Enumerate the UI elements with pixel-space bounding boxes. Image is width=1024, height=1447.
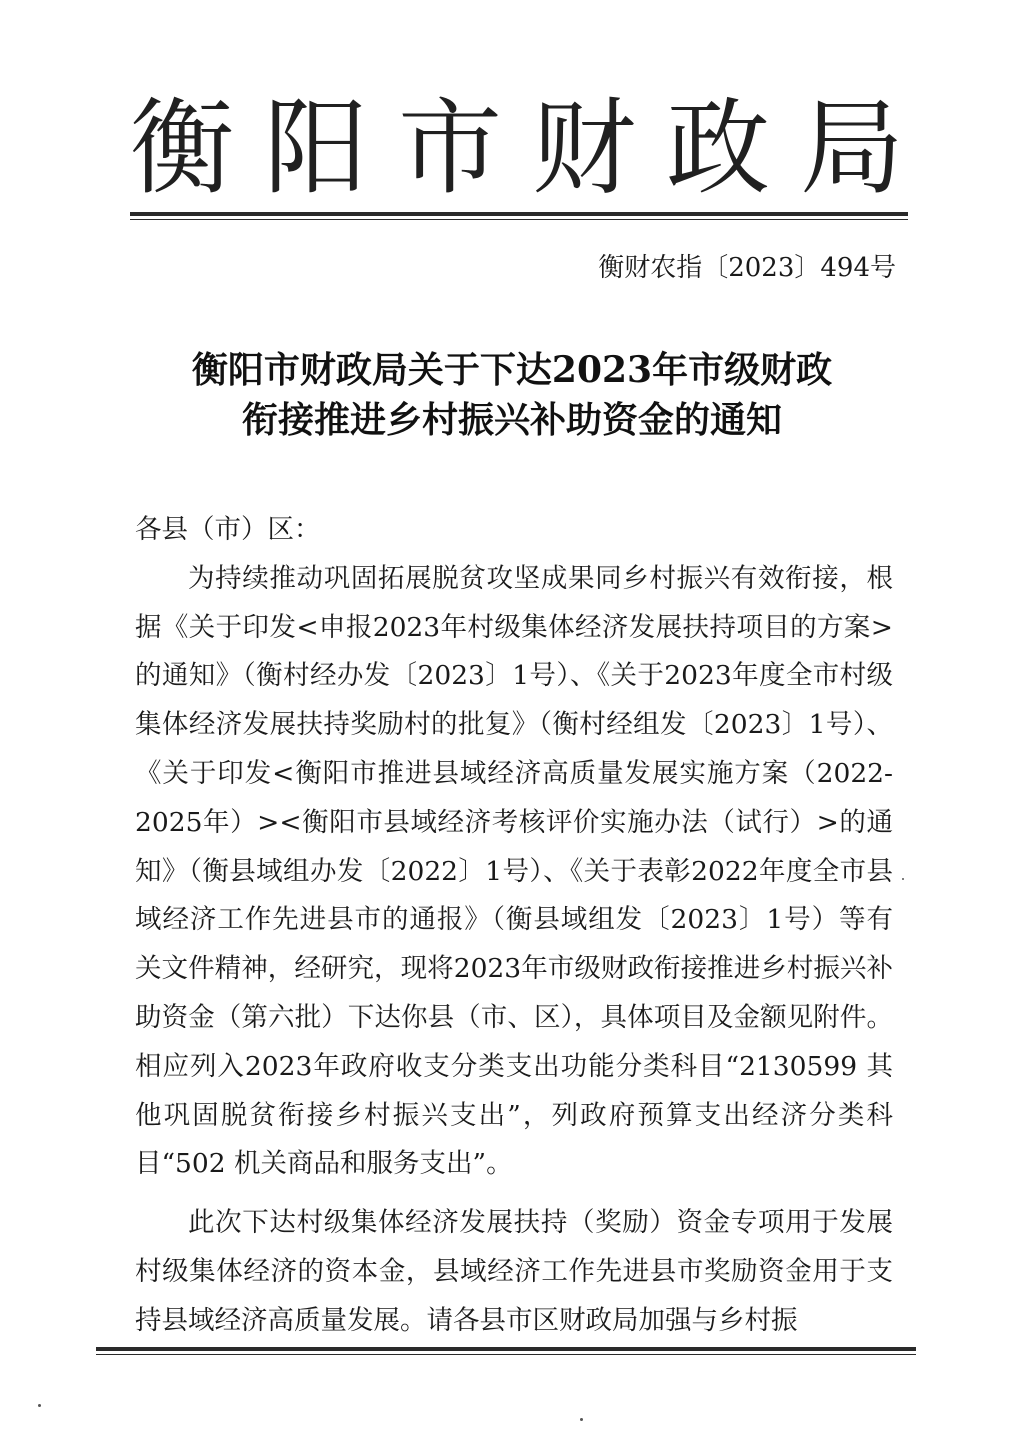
title-line-1: 衡阳市财政局关于下达2023年市级财政 [191, 349, 833, 391]
scan-speck [580, 1418, 583, 1421]
letterhead-title: 衡阳市财政局 [130, 87, 935, 209]
salutation: 各县（市）区： [135, 514, 321, 545]
scan-speck [38, 1404, 41, 1407]
rule-thick-line [96, 1347, 916, 1351]
document-number: 衡财农指〔2023〕494号 [598, 253, 896, 283]
document-title [120, 345, 904, 445]
rule-thin-line [130, 219, 908, 220]
rule-thick-line [130, 212, 908, 216]
body-paragraph-2: 此次下达村级集体经济发展扶持（奖励）资金专项用于发展村级集体经济的资本金，县域经济工作先进县市奖励资金用于支持县域经济高质量发展。请各县市区财政局加强与乡村振 [135, 1207, 893, 1336]
title-line-2: 衔接推进乡村振兴补助资金的通知 [241, 399, 782, 441]
rule-thin-line [96, 1354, 916, 1355]
body-paragraph-1: 为持续推动巩固拓展脱贫攻坚成果同乡村振兴有效衔接，根据《关于印发<申报2023年村级集体经济发展扶持项目的方案>的通知》（衡村经办发〔2023〕1号）、《关于2023年度全市村级集体经济发展扶持奖励村的批复》（衡村经组发〔2023〕1号）、《关于印发<衡阳市推进县域经济高质量发展实施方案（2022-2025年）><衡阳市县域经济考核评价实施办法（试行）>的通知》（衡县域组办发〔2022〕1号）、《关于表彰2022年度全市县域经济工作先进县市的通报》（衡县域组发〔2023〕1号）等有关文件精神，经研究，现将2023年市级财政衔接推进乡村振兴补助资金（第六批）下达你县（市、区），具体项目及金额见附件。相应列入2023年政府收支分类支出功能分类科目“2130599 其他巩固脱贫衔接乡村振兴支出”，列政府预算支出经济分类科目“502 机关商品和服务支出”。 [135, 562, 893, 1180]
letterhead-rule [130, 212, 908, 220]
scan-speck [902, 878, 904, 880]
document-body [135, 506, 893, 1346]
footer-rule [96, 1347, 916, 1355]
